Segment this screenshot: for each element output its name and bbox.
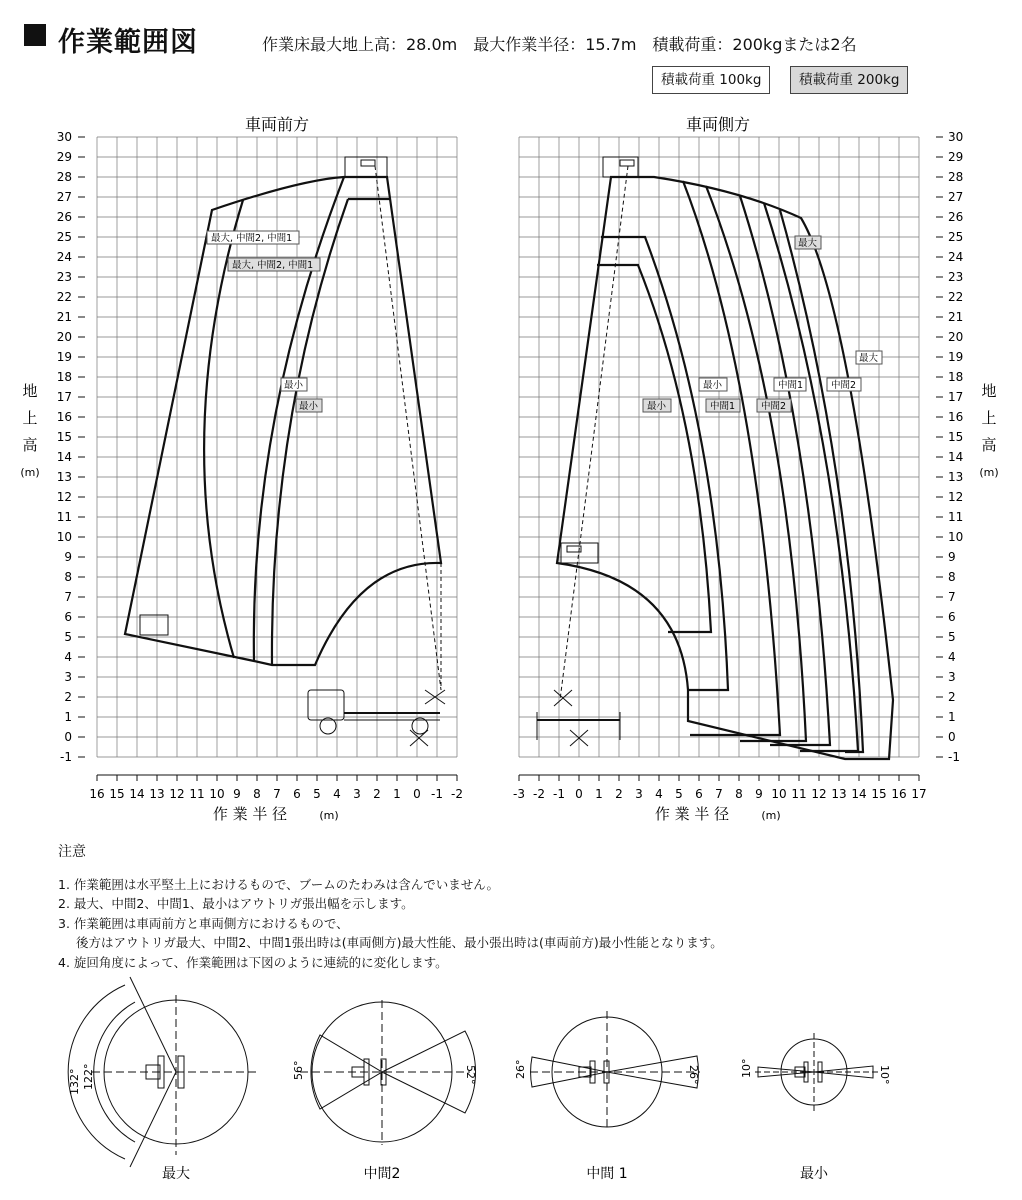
y-tick-right: 28 bbox=[948, 170, 964, 184]
front-vehicle bbox=[140, 157, 445, 746]
front-x-tick: 9 bbox=[233, 787, 241, 801]
y-tick-right: 9 bbox=[948, 550, 956, 564]
mid2-caption: 中間2 bbox=[363, 1166, 401, 1182]
note-line-4: 4. 旋回角度によって、作業範囲は下図のように連続的に変化します。 bbox=[58, 954, 448, 970]
min-angle-left: 10° bbox=[740, 1058, 753, 1078]
rotation-diagram-max bbox=[68, 977, 260, 1167]
y-title-right-char2: 上 bbox=[981, 409, 997, 427]
front-x-tick: 11 bbox=[189, 787, 205, 801]
side-x-unit: (m) bbox=[761, 809, 781, 822]
y-tick-left: 29 bbox=[56, 150, 72, 164]
y-tick-left: -1 bbox=[60, 750, 72, 764]
y-tick-right: 11 bbox=[948, 510, 964, 524]
y-tick-left: 1 bbox=[64, 710, 72, 724]
y-tick-left: 0 bbox=[64, 730, 72, 744]
y-tick-right: 22 bbox=[948, 290, 964, 304]
front-x-tick: 0 bbox=[413, 787, 421, 801]
side-max-label-a: 最大 bbox=[798, 238, 818, 249]
rotation-diagram-min bbox=[755, 1033, 880, 1111]
front-x-tick: 7 bbox=[273, 787, 281, 801]
front-x-tick: 6 bbox=[293, 787, 301, 801]
side-mid2-label-a: 中間2 bbox=[831, 380, 857, 391]
y-tick-right: 19 bbox=[948, 350, 964, 364]
y-tick-right: 17 bbox=[948, 390, 964, 404]
min-caption: 最小 bbox=[800, 1166, 828, 1182]
y-unit-right: (m) bbox=[979, 466, 999, 479]
side-x-tick: 11 bbox=[791, 787, 807, 801]
side-x-tick: 13 bbox=[831, 787, 847, 801]
y-tick-left: 4 bbox=[64, 650, 72, 664]
side-x-tick: 8 bbox=[735, 787, 743, 801]
front-x-tick: 1 bbox=[393, 787, 401, 801]
y-tick-left: 27 bbox=[56, 190, 72, 204]
y-title-left-char2: 上 bbox=[22, 409, 38, 427]
y-tick-left: 12 bbox=[56, 490, 72, 504]
y-tick-left: 3 bbox=[64, 670, 72, 684]
y-tick-right: 27 bbox=[948, 190, 964, 204]
y-tick-left: 30 bbox=[56, 130, 72, 144]
front-x-tick: 4 bbox=[333, 787, 341, 801]
y-tick-right: 14 bbox=[948, 450, 964, 464]
front-label-a: 最大, 中間2, 中間1 bbox=[211, 233, 293, 244]
side-chart-grid bbox=[519, 137, 919, 757]
y-tick-right: 3 bbox=[948, 670, 956, 684]
min-angle-right: 10° bbox=[878, 1065, 891, 1085]
y-tick-right: 4 bbox=[948, 650, 956, 664]
side-x-tick: 1 bbox=[595, 787, 603, 801]
side-x-tick: 7 bbox=[715, 787, 723, 801]
y-tick-left: 6 bbox=[64, 610, 72, 624]
front-x-tick: 16 bbox=[89, 787, 105, 801]
y-tick-left: 16 bbox=[56, 410, 72, 424]
y-tick-right: 13 bbox=[948, 470, 964, 484]
y-tick-left: 5 bbox=[64, 630, 72, 644]
rotation-diagram-mid1 bbox=[530, 1011, 700, 1131]
mid1-angle-left: 26° bbox=[514, 1059, 527, 1079]
y-tick-right: 26 bbox=[948, 210, 964, 224]
note-line-1: 1. 作業範囲は水平堅土上におけるもので、ブームのたわみは含んでいません。 bbox=[58, 876, 500, 892]
y-tick-left: 26 bbox=[56, 210, 72, 224]
y-tick-right: 21 bbox=[948, 310, 964, 324]
notes-heading: 注意 bbox=[58, 844, 86, 860]
side-x-tick: 17 bbox=[911, 787, 927, 801]
front-x-tick: -2 bbox=[451, 787, 463, 801]
y-tick-left: 9 bbox=[64, 550, 72, 564]
front-x-tick: 5 bbox=[313, 787, 321, 801]
side-x-tick: 12 bbox=[811, 787, 827, 801]
front-label-b: 最大, 中間2, 中間1 bbox=[232, 260, 314, 271]
load-100kg-button[interactable]: 積載荷重 100kg bbox=[652, 66, 770, 94]
y-title-left-char1: 地 bbox=[22, 382, 38, 400]
side-min-label-b: 最小 bbox=[647, 401, 667, 412]
front-x-unit: (m) bbox=[319, 809, 339, 822]
y-tick-right: 6 bbox=[948, 610, 956, 624]
y-tick-left: 22 bbox=[56, 290, 72, 304]
note-line-3b: 後方はアウトリガ最大、中間2、中間1張出時は(車両側方)最大性能、最小張出時は(車両前方)最小性能となります。 bbox=[76, 935, 723, 950]
side-max-label-b: 最大 bbox=[859, 353, 879, 364]
y-tick-right: 30 bbox=[948, 130, 964, 144]
front-x-tick: 10 bbox=[209, 787, 225, 801]
max-angle-inner: 122° bbox=[82, 1063, 95, 1090]
y-tick-left: 14 bbox=[56, 450, 72, 464]
y-tick-right: 0 bbox=[948, 730, 956, 744]
y-tick-left: 25 bbox=[56, 230, 72, 244]
side-mid1-envelope bbox=[683, 181, 780, 735]
front-outer-envelope bbox=[125, 177, 441, 665]
y-tick-right: 15 bbox=[948, 430, 964, 444]
side-x-tick: 2 bbox=[615, 787, 623, 801]
front-x-tick: 2 bbox=[373, 787, 381, 801]
y-tick-right: 5 bbox=[948, 630, 956, 644]
mid1-caption: 中間 1 bbox=[586, 1166, 628, 1182]
side-x-tick: -1 bbox=[553, 787, 565, 801]
y-tick-left: 18 bbox=[56, 370, 72, 384]
side-vehicle bbox=[537, 157, 638, 746]
rotation-diagrams bbox=[0, 975, 1022, 1195]
y-tick-right: 2 bbox=[948, 690, 956, 704]
side-envelopes bbox=[557, 177, 893, 759]
y-tick-left: 15 bbox=[56, 430, 72, 444]
y-tick-left: 13 bbox=[56, 470, 72, 484]
side-mid1-label-a: 中間1 bbox=[778, 380, 804, 391]
side-mid1-label-b: 中間1 bbox=[710, 401, 736, 412]
y-tick-right: 1 bbox=[948, 710, 956, 724]
y-tick-right: -1 bbox=[948, 750, 960, 764]
side-x-tick: 5 bbox=[675, 787, 683, 801]
y-title-left-char3: 高 bbox=[22, 436, 38, 454]
y-title-right-char3: 高 bbox=[981, 436, 997, 454]
y-tick-left: 10 bbox=[56, 530, 72, 544]
side-mid2-label-b: 中間2 bbox=[761, 401, 787, 412]
front-x-tick: 13 bbox=[149, 787, 165, 801]
mid2-angle-left: 56° bbox=[292, 1060, 305, 1080]
y-tick-right: 23 bbox=[948, 270, 964, 284]
y-tick-left: 24 bbox=[56, 250, 72, 264]
max-angle-outer: 132° bbox=[68, 1068, 81, 1095]
side-x-tick: -3 bbox=[513, 787, 525, 801]
front-min-label-a: 最小 bbox=[284, 380, 304, 391]
side-x-tick: -2 bbox=[533, 787, 545, 801]
front-envelopes bbox=[125, 177, 441, 665]
side-x-tick: 0 bbox=[575, 787, 583, 801]
spec-summary: 作業床最大地上高：28.0m 最大作業半径：15.7m 積載荷重：200kgまたは2名 bbox=[262, 35, 857, 54]
y-tick-left: 19 bbox=[56, 350, 72, 364]
front-x-tick: 3 bbox=[353, 787, 361, 801]
front-chart-title: 車両前方 bbox=[244, 115, 310, 134]
y-unit-left: (m) bbox=[20, 466, 40, 479]
side-x-tick: 6 bbox=[695, 787, 703, 801]
y-tick-right: 24 bbox=[948, 250, 964, 264]
y-tick-right: 25 bbox=[948, 230, 964, 244]
side-mid1-envelope-2 bbox=[706, 186, 806, 741]
side-x-tick: 14 bbox=[851, 787, 867, 801]
side-x-tick: 3 bbox=[635, 787, 643, 801]
notes-section bbox=[58, 843, 1008, 972]
side-x-tick: 4 bbox=[655, 787, 663, 801]
front-x-title: 作 業 半 径 bbox=[212, 805, 288, 823]
y-tick-left: 8 bbox=[64, 570, 72, 584]
side-max-envelope bbox=[780, 210, 863, 752]
front-x-tick: 14 bbox=[129, 787, 145, 801]
note-line-2: 2. 最大、中間2、中間1、最小はアウトリガ張出幅を示します。 bbox=[58, 896, 414, 911]
y-tick-right: 18 bbox=[948, 370, 964, 384]
side-x-title: 作 業 半 径 bbox=[654, 805, 730, 823]
front-min-label-b: 最小 bbox=[299, 401, 319, 412]
y-tick-left: 2 bbox=[64, 690, 72, 704]
side-x-tick: 10 bbox=[771, 787, 787, 801]
y-tick-left: 20 bbox=[56, 330, 72, 344]
mid2-angle-right: 52° bbox=[464, 1065, 477, 1085]
y-tick-left: 11 bbox=[56, 510, 72, 524]
y-tick-right: 10 bbox=[948, 530, 964, 544]
mid1-angle-right: 26° bbox=[687, 1065, 700, 1085]
y-tick-right: 8 bbox=[948, 570, 956, 584]
y-tick-right: 29 bbox=[948, 150, 964, 164]
front-x-tick: 15 bbox=[109, 787, 125, 801]
y-tick-right: 7 bbox=[948, 590, 956, 604]
note-line-3: 3. 作業範囲は車両前方と車両側方におけるもので、 bbox=[58, 915, 349, 931]
side-min-label-a: 最小 bbox=[703, 380, 723, 391]
side-x-tick: 16 bbox=[891, 787, 907, 801]
side-min-envelope-2 bbox=[601, 237, 728, 690]
side-chart-title: 車両側方 bbox=[685, 115, 751, 134]
side-x-tick: 15 bbox=[871, 787, 887, 801]
side-x-tick: 9 bbox=[755, 787, 763, 801]
y-tick-left: 17 bbox=[56, 390, 72, 404]
y-tick-right: 16 bbox=[948, 410, 964, 424]
y-tick-left: 21 bbox=[56, 310, 72, 324]
y-tick-left: 7 bbox=[64, 590, 72, 604]
y-tick-right: 20 bbox=[948, 330, 964, 344]
y-tick-left: 23 bbox=[56, 270, 72, 284]
max-caption: 最大 bbox=[162, 1166, 190, 1182]
load-200kg-button[interactable]: 積載荷重 200kg bbox=[790, 66, 908, 94]
front-x-tick: 8 bbox=[253, 787, 261, 801]
front-x-tick: -1 bbox=[431, 787, 443, 801]
y-title-right-char1: 地 bbox=[981, 382, 997, 400]
y-tick-left: 28 bbox=[56, 170, 72, 184]
page-title: 作業範囲図 bbox=[58, 27, 198, 58]
y-tick-right: 12 bbox=[948, 490, 964, 504]
front-x-tick: 12 bbox=[169, 787, 185, 801]
rotation-diagram-mid2 bbox=[300, 1000, 476, 1145]
